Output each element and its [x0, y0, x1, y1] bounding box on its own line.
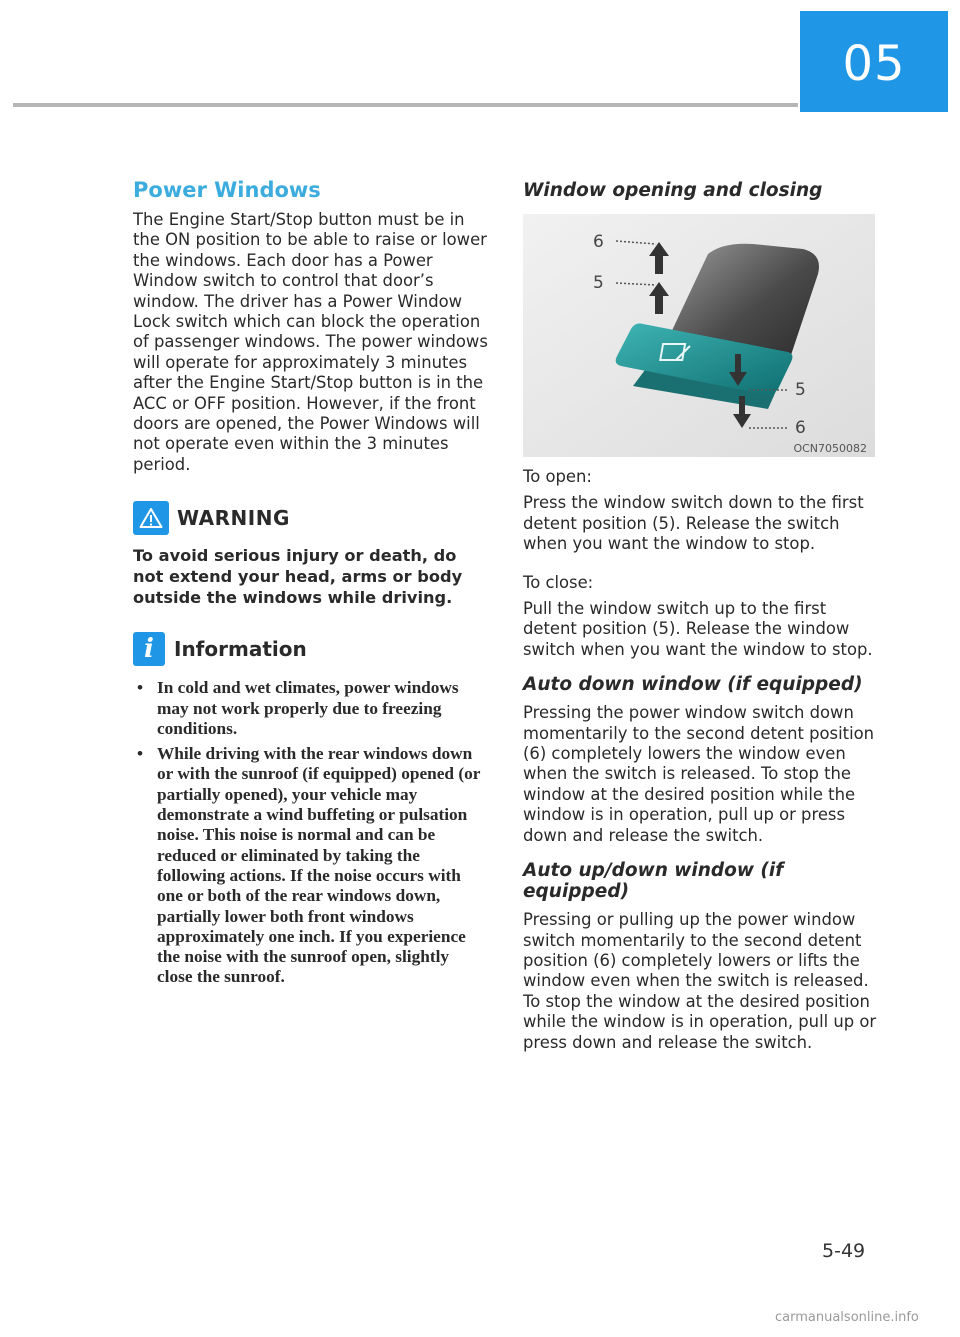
label-down-first-detent: 5: [795, 380, 806, 400]
information-label: Information: [174, 637, 307, 662]
warning-text: To avoid serious injury or death, do not extend your head, arms or body outside the windows while driving.: [133, 546, 463, 608]
chapter-number: 05: [842, 35, 906, 92]
open-label: To open:: [523, 467, 592, 486]
close-label: To close:: [523, 572, 594, 592]
page-number: 5-49: [822, 1240, 866, 1262]
left-column: [133, 178, 488, 993]
label-up-first-detent: 5: [593, 273, 604, 293]
warning-triangle-icon: [133, 501, 169, 535]
open-text: Press the window switch down to the first detent position (5). Release the switch when you want the window to stop.: [523, 493, 864, 554]
subsection-title: Window opening and closing: [523, 180, 823, 201]
watermark: carmanualsonline.info: [775, 1310, 919, 1325]
header-rule: [13, 103, 798, 107]
warning-label: WARNING: [177, 506, 290, 531]
label-up-second-detent: 6: [593, 232, 604, 252]
auto-down-text: Pressing the power window switch down momentarily to the second detent position (6) completely lowers the window even when the switch is released. To stop the window at the desired position while the window is in operation, pull up or press down and release the switch.: [523, 703, 875, 845]
list-item: • In cold and wet climates, power windows may not work properly due to freezing conditions.: [133, 678, 488, 739]
figure-caption: OCN7050082: [793, 442, 867, 455]
chapter-tab: [800, 11, 948, 112]
info-icon: i: [133, 632, 165, 666]
section-title: Power Windows: [133, 178, 321, 202]
intro-paragraph: The Engine Start/Stop button must be in the ON position to be able to raise or lower the windows. Each door has a Power Window switch to control that door’s window. The driver has a Power Window Lock switch which can block the operation of passenger windows. The power windows will operate for approximately 3 minutes after the Engine Start/Stop button is in the ACC or OFF position. However, if the front doors are opened, the Power Windows will not operate even within the 3 minutes period.: [133, 210, 488, 474]
warning-header: [133, 501, 488, 535]
close-text: Pull the window switch up to the first detent position (5). Release the window switch when you want the window to stop.: [523, 599, 873, 659]
right-column: [523, 180, 878, 1053]
auto-updown-title: Auto up/down window (if equipped): [523, 860, 784, 903]
window-switch-illustration: [523, 214, 875, 457]
auto-down-title: Auto down window (if equipped): [523, 674, 863, 696]
window-switch-figure: [523, 214, 875, 457]
information-list: [133, 678, 488, 987]
information-header: [133, 632, 488, 666]
list-item: • While driving with the rear windows down or with the sunroof (if equipped) opened (or partially opened), your vehicle may demonstrate a wind buffeting or pulsation noise. This noise is normal and can be reduced or eliminated by taking the following actions. If the noise occurs with one or both of the rear windows down, partially lower both front windows approximately one inch. If you experience the noise with the sunroof open, slightly close the sunroof.: [133, 744, 488, 988]
label-down-second-detent: 6: [795, 418, 806, 438]
auto-updown-text: Pressing or pulling up the power window switch momentarily to the second detent position (6) completely lowers or lifts the window even when the switch is released. To stop the window at the desired position while the window is in operation, pull up or press down and release the switch.: [523, 910, 877, 1052]
